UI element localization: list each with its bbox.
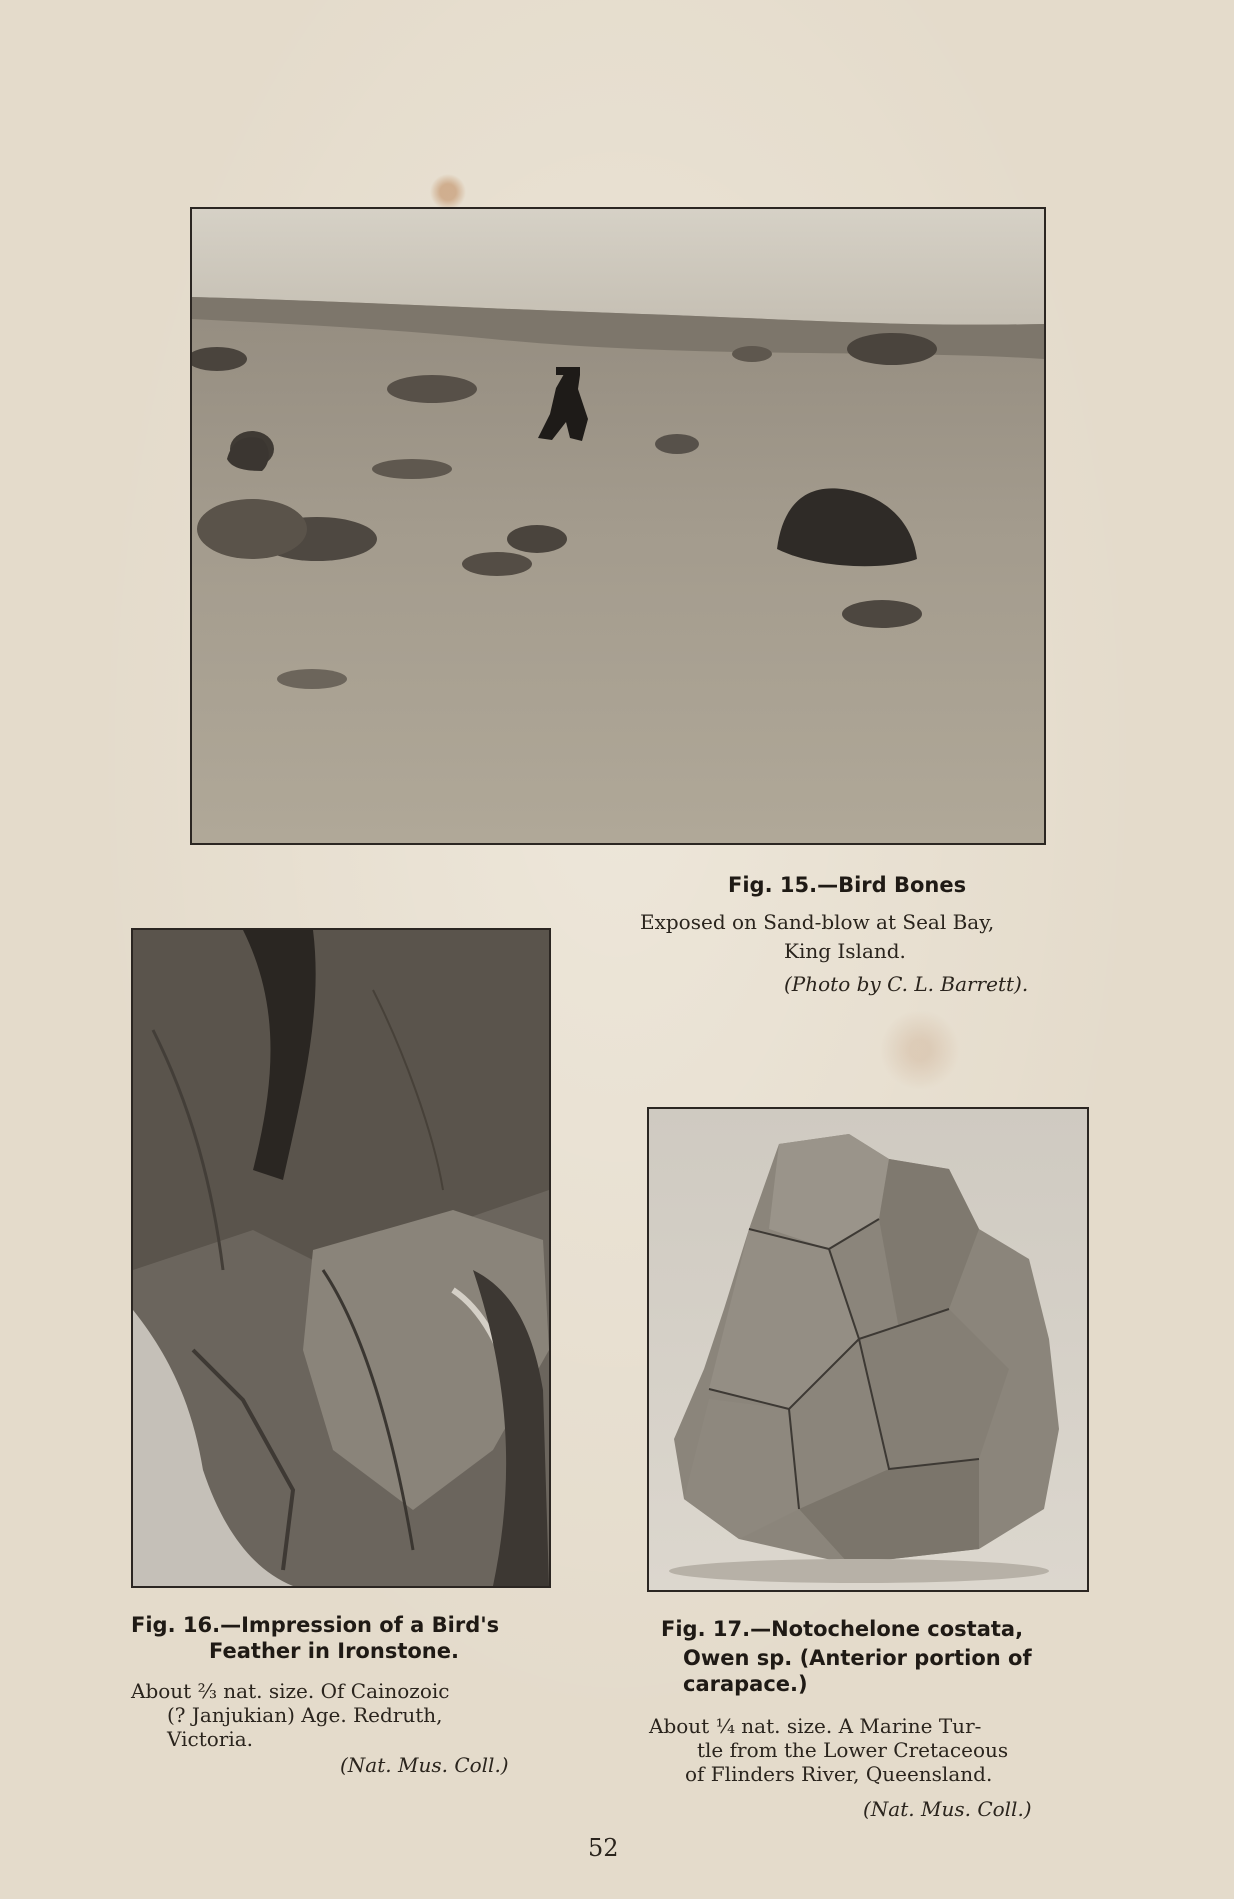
fig17-title-line2: Owen sp. (Anterior portion of bbox=[683, 1646, 1032, 1670]
fig16-title-line2: Feather in Ironstone. bbox=[209, 1639, 459, 1663]
fig17-caption-line2: tle from the Lower Cretaceous bbox=[697, 1738, 1009, 1762]
fig16-caption-line1: About ⅔ nat. size. Of Cainozoic bbox=[131, 1679, 450, 1703]
fig15-caption-line1: Exposed on Sand-blow at Seal Bay, bbox=[640, 910, 995, 934]
fig16-caption-line2: (? Janjukian) Age. Redruth, bbox=[167, 1703, 443, 1727]
photo-feather-impression-ironstone bbox=[131, 928, 551, 1588]
fig16-credit: (Nat. Mus. Coll.) bbox=[340, 1753, 509, 1777]
fig17-credit: (Nat. Mus. Coll.) bbox=[863, 1797, 1032, 1821]
fig17-title-line3: carapace.) bbox=[683, 1672, 808, 1696]
fig16-title-line1: Fig. 16.—Impression of a Bird's bbox=[131, 1613, 500, 1637]
photo-bird-bones-sand-blow bbox=[190, 207, 1046, 845]
fig15-credit: (Photo by C. L. Barrett). bbox=[784, 972, 1029, 996]
page-number: 52 bbox=[588, 1834, 619, 1862]
photo-notochelone-carapace bbox=[647, 1107, 1089, 1592]
fig17-caption-line3: of Flinders River, Queensland. bbox=[685, 1762, 993, 1786]
fig16-caption-line3: Victoria. bbox=[167, 1727, 254, 1751]
fig17-title-line1: Fig. 17.—Notochelone costata, bbox=[661, 1617, 1024, 1641]
fig15-title: Fig. 15.—Bird Bones bbox=[728, 873, 967, 897]
fig15-caption-line2: King Island. bbox=[784, 939, 906, 963]
fig17-caption-line1: About ¼ nat. size. A Marine Tur- bbox=[649, 1714, 982, 1738]
